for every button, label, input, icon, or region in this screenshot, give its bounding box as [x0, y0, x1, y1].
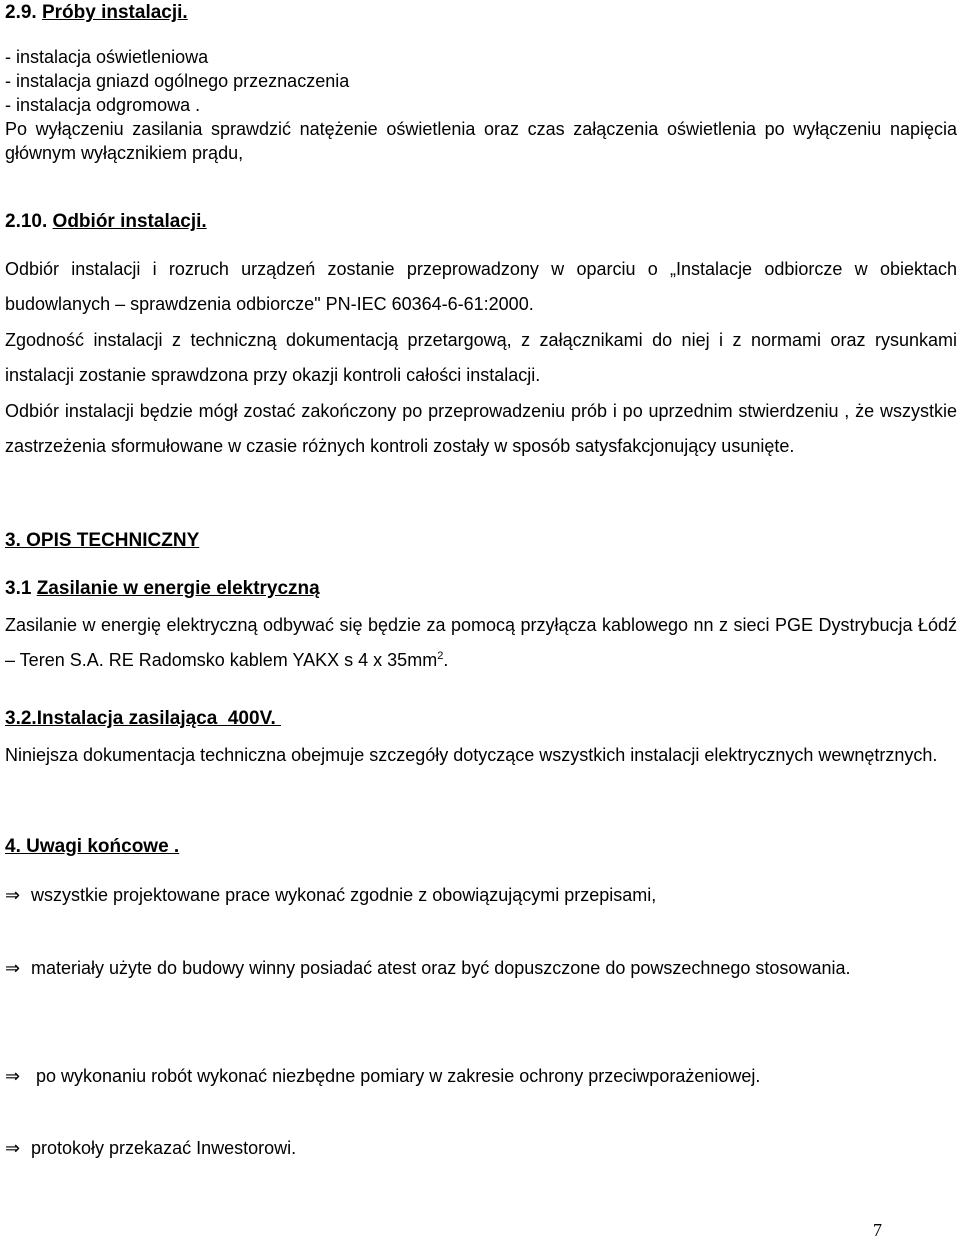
arrow-right-icon: ⇒	[5, 958, 21, 978]
list-item-text: materiały użyte do budowy winny posiadać atest oraz być dopuszczone do powszechnego stosowania.	[31, 958, 851, 978]
section-2-9-heading	[5, 2, 188, 24]
arrow-right-icon: ⇒	[5, 885, 21, 905]
section-title: 3.2.Instalacja zasilająca 400V.	[5, 708, 282, 729]
section-title: Próby instalacji.	[41, 2, 188, 23]
section-number: 2.10.	[5, 211, 48, 232]
section-3-2-heading	[5, 708, 281, 730]
list-item	[5, 1131, 957, 1166]
arrow-right-icon: ⇒	[5, 1066, 21, 1086]
list-line: - instalacja oświetleniowa	[5, 47, 209, 67]
paragraph: Zgodność instalacji z techniczną dokumentacją przetargową, z załącznikami do niej i z normami oraz rysunkami instalacji zostanie sprawdzona przy okazji kontroli całości instalacji.	[5, 330, 957, 385]
section-3-1-heading	[5, 578, 320, 600]
list-line: - instalacja gniazd ogólnego przeznaczenia	[5, 71, 350, 91]
paragraph: Niniejsza dokumentacja techniczna obejmuje szczegóły dotyczące wszystkich instalacji elektrycznych wewnętrznych.	[5, 745, 938, 765]
list-item-text: protokoły przekazać Inwestorowi.	[31, 1138, 297, 1158]
list-item	[5, 878, 957, 913]
paragraph-suffix: .	[443, 650, 449, 670]
list-item	[5, 951, 957, 986]
superscript: 2	[437, 650, 444, 662]
arrow-right-icon: ⇒	[5, 1138, 21, 1158]
section-title: Zasilanie w energie elektryczną	[36, 578, 320, 599]
paragraph: Po wyłączeniu zasilania sprawdzić natężenie oświetlenia oraz czas załączenia oświetlenia po wyłączeniu napięcia głównym wyłącznikiem prądu,	[5, 119, 957, 163]
section-2-10-heading	[5, 211, 207, 233]
section-title: Odbiór instalacji.	[52, 211, 207, 232]
list-item-text: wszystkie projektowane prace wykonać zgodnie z obowiązującymi przepisami,	[31, 885, 657, 905]
section-title: 3. OPIS TECHNICZNY	[5, 530, 200, 551]
section-title: 4. Uwagi końcowe .	[5, 836, 180, 857]
section-3-heading	[5, 530, 199, 552]
page-number: 7	[873, 1220, 882, 1240]
section-number: 2.9.	[5, 2, 37, 23]
section-4-heading	[5, 836, 179, 858]
paragraph	[5, 608, 957, 678]
list-item	[5, 1059, 957, 1094]
paragraph-text: Zasilanie w energię elektryczną odbywać się będzie za pomocą przyłącza kablowego nn z sieci PGE Dystrybucja Łódź – Teren S.A. RE Radomsko kablem YAKX s 4 x 35mm	[5, 615, 957, 670]
list-item-text: po wykonaniu robót wykonać niezbędne pomiary w zakresie ochrony przeciwporażeniowej.	[31, 1066, 761, 1086]
paragraph: Odbiór instalacji będzie mógł zostać zakończony po przeprowadzeniu prób i po uprzednim stwierdzeniu , że wszystkie zastrzeżenia sformułowane w czasie różnych kontroli zostały w sposób satysfakcjonujący usunięte.	[5, 401, 957, 456]
paragraph: Odbiór instalacji i rozruch urządzeń zostanie przeprowadzony w oparciu o „Instalacje odbiorcze w obiektach budowlanych – sprawdzenia odbiorcze" PN-IEC 60364-6-61:2000.	[5, 259, 957, 314]
list-line: - instalacja odgromowa .	[5, 95, 201, 115]
section-number: 3.1	[5, 578, 32, 599]
